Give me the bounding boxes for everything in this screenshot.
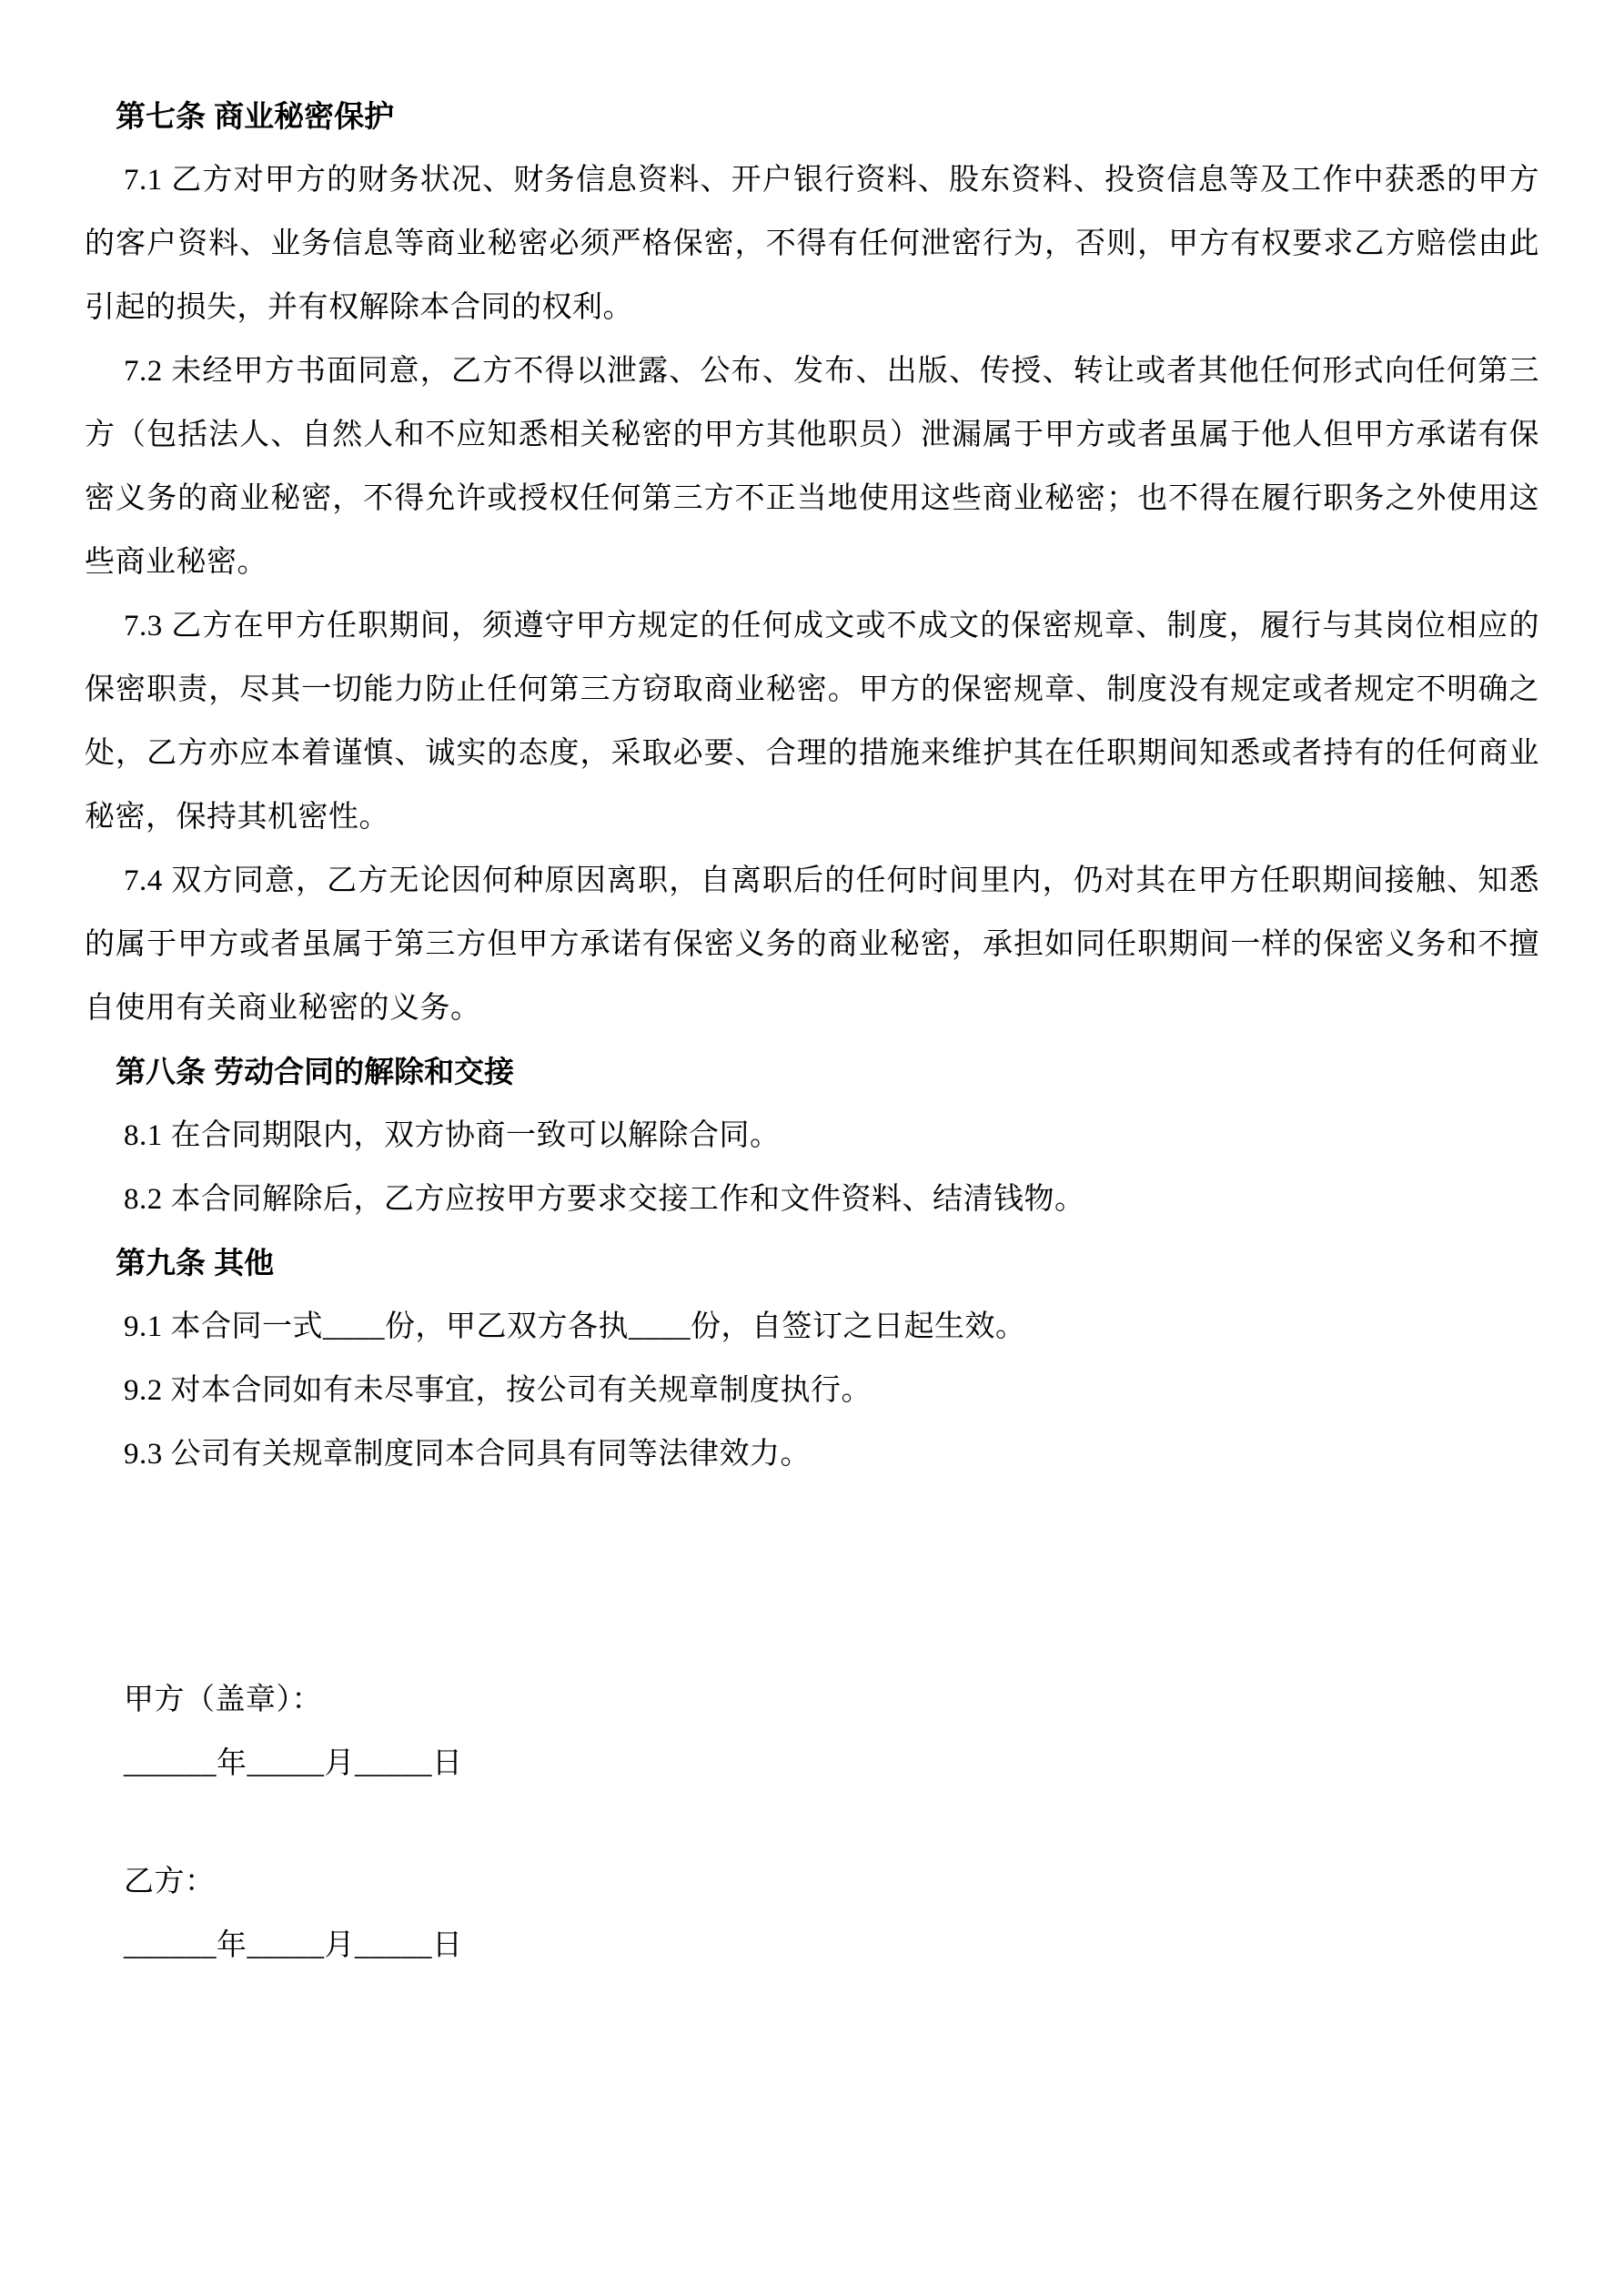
document-body xyxy=(85,85,1539,1977)
article-8-heading: 第八条 劳动合同的解除和交接 xyxy=(116,1055,515,1088)
clause-9-1: 9.1 本合同一式____份，甲乙双方各执____份，自签订之日起生效。 xyxy=(124,1310,1026,1343)
clause-7-1: 7.1 乙方对甲方的财务状况、财务信息资料、开户银行资料、股东资料、投资信息等及工作中获悉的甲方的客户资料、业务信息等商业秘密必须严格保密，不得有任何泄密行为，否则，甲方有权要求乙方赔偿由此引起的损失，并有权解除本合同的权利。 xyxy=(85,164,1539,324)
party-b-label: 乙方： xyxy=(124,1866,216,1898)
clause-8-2: 8.2 本合同解除后，乙方应按甲方要求交接工作和文件资料、结清钱物。 xyxy=(124,1183,1085,1216)
between-signatures-gap xyxy=(85,1795,1539,1850)
clause-7-3: 7.3 乙方在甲方任职期间，须遵守甲方规定的任何成文或不成文的保密规章、制度，履行与其岗位相应的保密职责，尽其一切能力防止任何第三方窃取商业秘密。甲方的保密规章、制度没有规定或者规定不明确之处，乙方亦应本着谨慎、诚实的态度，采取必要、合理的措施来维护其在任职期间知悉或者持有的任何商业秘密，保持其机密性。 xyxy=(85,610,1539,834)
party-a-seal-label: 甲方（盖章）： xyxy=(124,1684,322,1716)
clause-9-2: 9.2 对本合同如有未尽事宜，按公司有关规章制度执行。 xyxy=(124,1374,872,1407)
clause-9-3: 9.3 公司有关规章制度同本合同具有同等法律效力。 xyxy=(124,1438,811,1471)
pre-signature-gap xyxy=(85,1486,1539,1668)
clause-8-1: 8.1 在合同期限内，双方协商一致可以解除合同。 xyxy=(124,1119,781,1152)
party-b-date-line: ______年_____月_____日 xyxy=(124,1929,463,1962)
clause-7-4: 7.4 双方同意，乙方无论因何种原因离职，自离职后的任何时间里内，仍对其在甲方任职期间接触、知悉的属于甲方或者虽属于第三方但甲方承诺有保密义务的商业秘密，承担如同任职期间一样的保密义务和不擅自使用有关商业秘密的义务。 xyxy=(85,865,1539,1025)
article-9-heading: 第九条 其他 xyxy=(116,1246,275,1279)
clause-7-2: 7.2 未经甲方书面同意，乙方不得以泄露、公布、发布、出版、传授、转让或者其他任何形式向任何第三方（包括法人、自然人和不应知悉相关秘密的甲方其他职员）泄漏属于甲方或者虽属于他人但甲方承诺有保密义务的商业秘密，不得允许或授权任何第三方不正当地使用这些商业秘密；也不得在履行职务之外使用这些商业秘密。 xyxy=(85,355,1539,579)
article-7-heading: 第七条 商业秘密保护 xyxy=(116,99,395,133)
party-a-date-line: ______年_____月_____日 xyxy=(124,1747,463,1780)
